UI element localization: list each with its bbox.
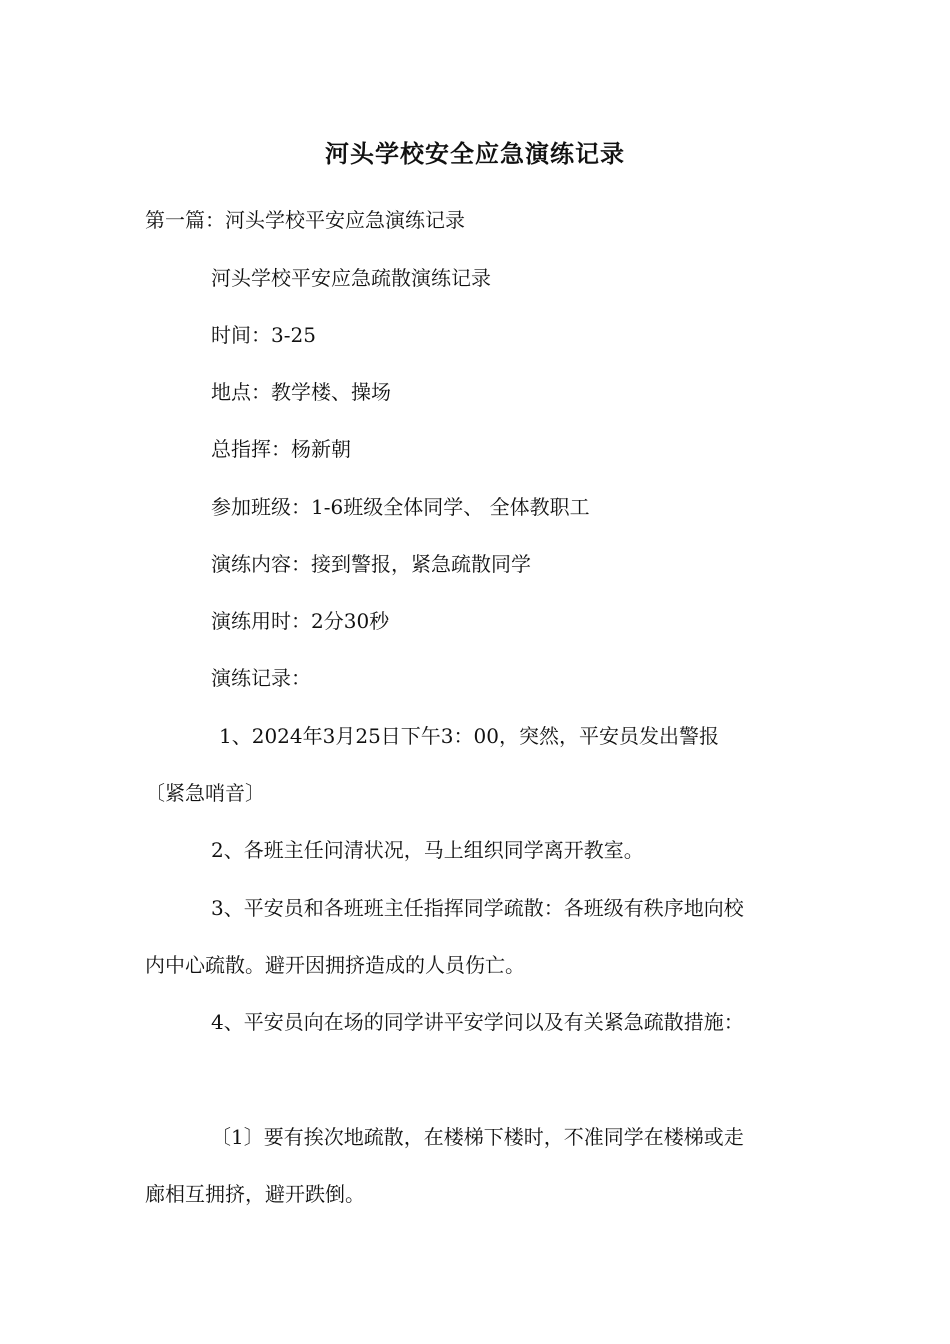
record-item-3-line-1: 3、平安员和各班班主任指挥同学疏散：各班级有秩序地向校 [211, 896, 744, 920]
drill-commander: 总指挥：杨新朝 [211, 437, 351, 461]
drill-participants: 参加班级：1-6班级全体同学、 全体教职工 [211, 495, 590, 519]
record-item-4: 4、平安员向在场的同学讲平安学问以及有关紧急疏散措施： [211, 1010, 744, 1034]
measure-1-line-1: 〔1〕要有挨次地疏散，在楼梯下楼时，不准同学在楼梯或走 [211, 1125, 744, 1149]
document-title: 河头学校安全应急演练记录 [325, 139, 625, 168]
measure-1-line-2: 廊相互拥挤，避开跌倒。 [145, 1182, 365, 1206]
record-item-3-line-2: 内中心疏散。避开因拥挤造成的人员伤亡。 [145, 953, 525, 977]
chapter-heading: 第一篇：河头学校平安应急演练记录 [145, 208, 465, 232]
drill-subtitle: 河头学校平安应急疏散演练记录 [211, 266, 491, 290]
record-item-2: 2、各班主任问清状况，马上组织同学离开教室。 [211, 838, 644, 862]
drill-duration: 演练用时：2分30秒 [211, 609, 390, 633]
drill-content: 演练内容：接到警报，紧急疏散同学 [211, 552, 531, 576]
record-item-1-line-1: 1、2024年3月25日下午3：00，突然，平安员发出警报 [219, 724, 719, 748]
drill-time: 时间：3-25 [211, 323, 316, 347]
record-item-1-line-2: 〔紧急哨音〕 [145, 781, 265, 805]
record-label: 演练记录： [211, 666, 311, 690]
drill-location: 地点：教学楼、操场 [211, 380, 391, 404]
